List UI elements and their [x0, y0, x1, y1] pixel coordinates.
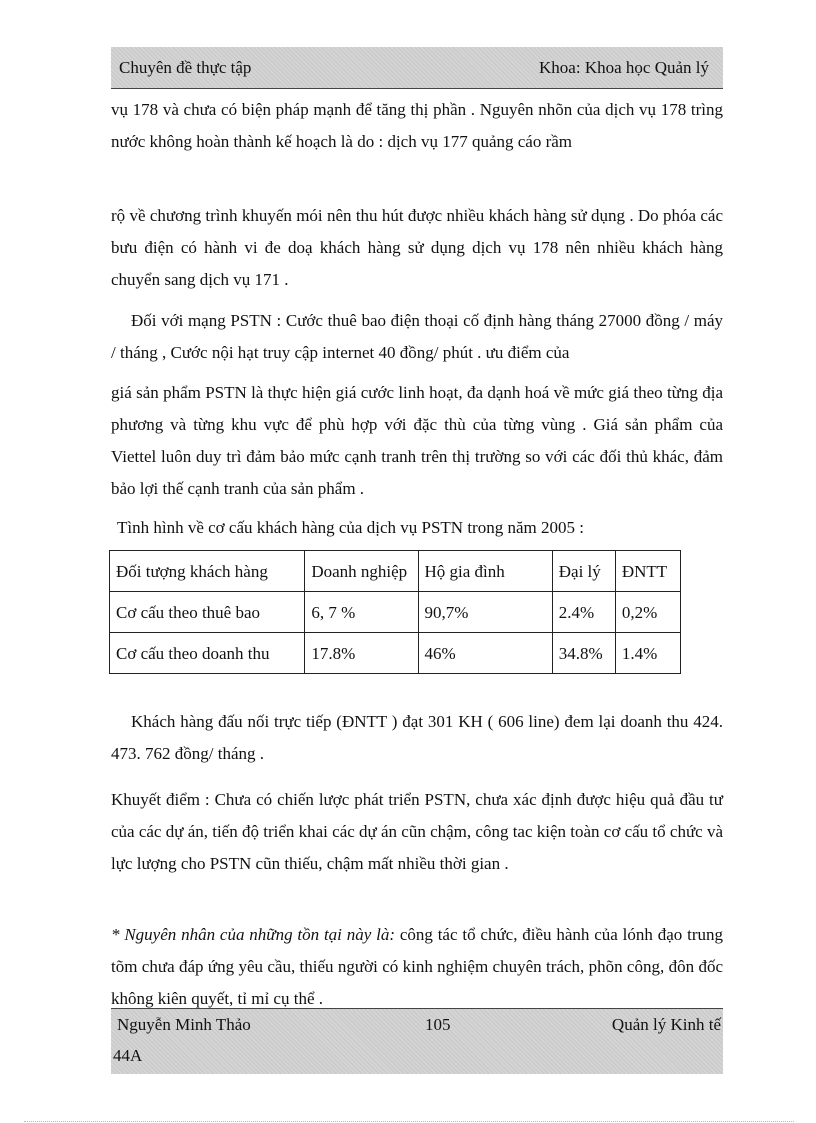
paragraph-3a: Đối với mạng PSTN : Cước thuê bao điện thoại cố định hàng tháng 27000 đồng / máy / tháng , Cước nội hạt truy cập internet 40 đồng/ phút . ưu điểm của	[111, 311, 723, 362]
footer-class: 44A	[113, 1046, 143, 1065]
table-header-cell: Hộ gia đình	[418, 551, 552, 592]
paragraph-2: rộ về chương trình khuyến mói nên thu hút được nhiều khách hàng sử dụng . Do phóa các bưu điện có hành vi đe doạ khách hàng sử dụng dịch vụ 178 nên nhiều khách hàng chuyển sang dịch vụ 171 .	[111, 206, 723, 289]
table-cell: 34.8%	[552, 633, 615, 674]
paragraph-1: vụ 178 và chưa có biện pháp mạnh để tăng thị phần . Nguyên nhõn của dịch vụ 178 trìng nước không hoàn thành kế hoạch là do : dịch vụ 177 quảng cáo rầm	[111, 100, 723, 151]
table-row	[110, 592, 681, 633]
table-cell: Cơ cấu theo thuê bao	[110, 592, 305, 633]
table-cell: 46%	[418, 633, 552, 674]
footer-page-number: 105	[425, 1015, 451, 1034]
footer-department: Quản lý Kinh tế	[611, 1015, 721, 1034]
table-header-cell: Đối tượng khách hàng	[110, 551, 305, 592]
table-header-cell: ĐNTT	[615, 551, 680, 592]
paragraph-4: Khách hàng đấu nối trực tiếp (ĐNTT ) đạt 301 KH ( 606 line) đem lại doanh thu 424. 473. 762 đồng/ tháng .	[111, 712, 723, 763]
paragraph-6	[111, 919, 723, 1015]
table-cell: Cơ cấu theo doanh thu	[110, 633, 305, 674]
table-header-cell: Doanh nghiệp	[305, 551, 418, 592]
header-right-text: Khoa: Khoa học Quản lý	[539, 58, 709, 77]
paragraph-6-text: công tác tổ chức, điều hành của lónh đạo trung tõm chưa đáp ứng yêu cầu, thiếu người có kinh nghiệm chuyên trách, phõn công, đôn đốc không kiên quyết, tỉ mỉ cụ thể .	[111, 925, 723, 1008]
table-cell: 1.4%	[615, 633, 680, 674]
table-cell: 6, 7 %	[305, 592, 418, 633]
paragraph-5: Khuyết điểm : Chưa có chiến lược phát triển PSTN, chưa xác định được hiệu quả đầu tư của các dự án, tiến độ triển khai các dự án cũn chậm, công tac kiện toàn cơ cấu tổ chức và lực lượng cho PSTN cũn thiếu, chậm mất nhiều thời gian .	[111, 790, 723, 873]
table-cell: 0,2%	[615, 592, 680, 633]
page-header	[111, 47, 723, 89]
paragraph-3b: giá sản phẩm PSTN là thực hiện giá cước linh hoạt, đa dạnh hoá về mức giá theo từng địa phương và từng khu vực để phù hợp với đặc thù của từng vùng . Giá sản phẩm của Viettel luôn duy trì đảm bảo mức cạnh tranh trên thị trường so với các đối thủ khác, đảm bảo lợi thế cạnh tranh của sản phẩm .	[111, 383, 723, 498]
header-left-text: Chuyên đề thực tập	[119, 58, 252, 77]
table-cell: 17.8%	[305, 633, 418, 674]
table-header-row	[110, 551, 681, 592]
footer-author: Nguyễn Minh Thảo	[117, 1015, 251, 1034]
page-footer	[111, 1008, 723, 1074]
page-bottom-divider	[24, 1121, 794, 1122]
customer-structure-table	[109, 550, 681, 674]
table-row	[110, 633, 681, 674]
table-header-cell: Đại lý	[552, 551, 615, 592]
table-title: Tình hình về cơ cấu khách hàng của dịch vụ PSTN trong năm 2005 :	[117, 518, 584, 537]
table-cell: 90,7%	[418, 592, 552, 633]
paragraph-6-italic: * Nguyên nhân của những tồn tại này là:	[111, 925, 395, 944]
table-cell: 2.4%	[552, 592, 615, 633]
